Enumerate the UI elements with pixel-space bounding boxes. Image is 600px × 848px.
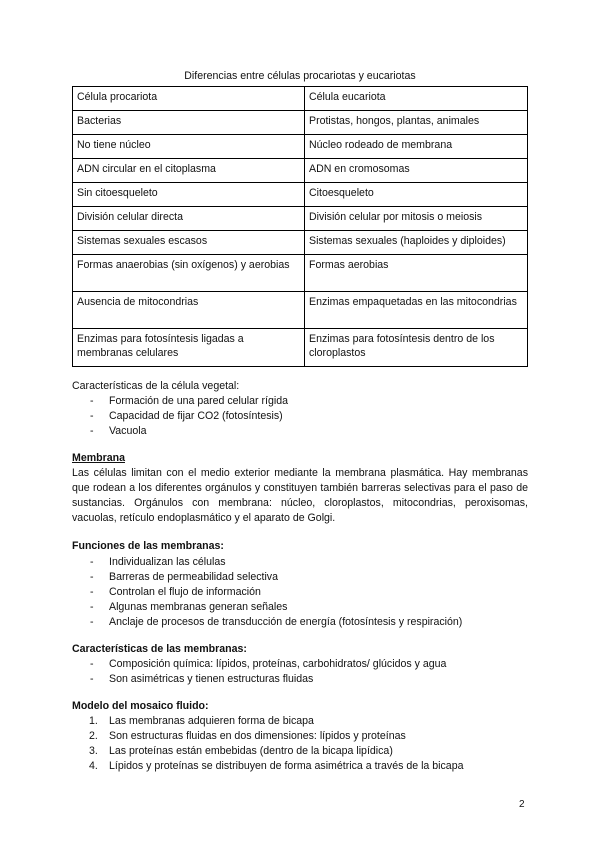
table-cell: Ausencia de mitocondrias [73, 292, 305, 329]
table-cell: Enzimas para fotosíntesis ligadas a membranas celulares [73, 329, 305, 367]
list-item: - Anclaje de procesos de transducción de energía (fotosíntesis y respiración) [90, 615, 528, 630]
funciones-list [72, 555, 528, 630]
table-row [73, 135, 528, 159]
list-text: Las proteínas están embebidas (dentro de la bicapa lipídica) [109, 745, 393, 758]
table-cell: Protistas, hongos, plantas, animales [305, 111, 528, 135]
list-item [89, 714, 528, 729]
mosaico-heading: Modelo del mosaico fluido: [72, 700, 209, 713]
table-row [73, 87, 528, 111]
mosaico-section [72, 699, 528, 774]
list-number: 2. [89, 730, 98, 743]
table-header-cell: Célula eucariota [305, 87, 528, 111]
table-cell: ADN en cromosomas [305, 159, 528, 183]
table-row [73, 111, 528, 135]
list-item [89, 744, 528, 759]
list-item: - Son asimétricas y tienen estructuras fluidas [90, 672, 528, 687]
table-title: Diferencias entre células procariotas y eucariotas [184, 70, 416, 82]
list-number: 4. [89, 760, 98, 773]
mosaico-list [72, 714, 528, 774]
table-cell: Núcleo rodeado de membrana [305, 135, 528, 159]
list-item: - Formación de una pared celular rígida [90, 394, 528, 409]
table-cell: Sin citoesqueleto [73, 183, 305, 207]
funciones-section [72, 539, 528, 629]
caracteristicas-section [72, 642, 528, 687]
membrana-paragraph: Las células limitan con el medio exterior mediante la membrana plasmática. Hay membranas que rodean a los diferentes orgánulos y constituyen también barreras selectivas para el paso de sustancias. Orgánulos con membrana: núcleo, cloroplastos, mitocondrias, peroxisomas, vacuolas, retículo endoplasmático y el aparato de Golgi. [72, 467, 528, 525]
list-text: Lípidos y proteínas se distribuyen de forma asimétrica a través de la bicapa [109, 760, 464, 773]
list-item: - Capacidad de fijar CO2 (fotosíntesis) [90, 409, 528, 424]
funciones-heading: Funciones de las membranas: [72, 540, 224, 553]
list-item [89, 759, 528, 774]
table-cell: Formas anaerobias (sin oxígenos) y aerobias [73, 255, 305, 292]
table-cell: División celular por mitosis o meiosis [305, 207, 528, 231]
document-page [72, 69, 528, 774]
table-row [73, 292, 528, 329]
list-item: - Individualizan las células [90, 555, 528, 570]
vegetal-section [72, 379, 528, 439]
table-row [73, 159, 528, 183]
list-item [89, 729, 528, 744]
table-cell: Bacterias [73, 111, 305, 135]
page-number: 2 [519, 799, 525, 810]
membrana-heading: Membrana [72, 452, 125, 465]
list-number: 1. [89, 715, 98, 728]
table-row [73, 207, 528, 231]
list-item: - Controlan el flujo de información [90, 585, 528, 600]
list-item: - Barreras de permeabilidad selectiva [90, 570, 528, 585]
table-row [73, 231, 528, 255]
table-cell: ADN circular en el citoplasma [73, 159, 305, 183]
table-row [73, 183, 528, 207]
table-cell: Sistemas sexuales (haploides y diploides) [305, 231, 528, 255]
list-number: 3. [89, 745, 98, 758]
list-text: Son estructuras fluidas en dos dimensiones: lípidos y proteínas [109, 730, 406, 743]
table-cell: División celular directa [73, 207, 305, 231]
list-item: - Vacuola [90, 424, 528, 439]
list-item: - Composición química: lípidos, proteínas, carbohidratos/ glúcidos y agua [90, 657, 528, 672]
table-cell: No tiene núcleo [73, 135, 305, 159]
table-cell: Citoesqueleto [305, 183, 528, 207]
table-row [73, 255, 528, 292]
membrana-section [72, 451, 528, 526]
list-text: Las membranas adquieren forma de bicapa [109, 715, 314, 728]
caracteristicas-heading: Características de las membranas: [72, 642, 247, 655]
table-cell: Enzimas para fotosíntesis dentro de los cloroplastos [305, 329, 528, 367]
vegetal-heading: Características de la célula vegetal: [72, 379, 240, 392]
table-row [73, 329, 528, 367]
table-cell: Sistemas sexuales escasos [73, 231, 305, 255]
list-item: - Algunas membranas generan señales [90, 600, 528, 615]
table-header-cell: Célula procariota [73, 87, 305, 111]
comparison-table [72, 86, 528, 367]
vegetal-list [72, 394, 528, 439]
table-cell: Formas aerobias [305, 255, 528, 292]
table-cell: Enzimas empaquetadas en las mitocondrias [305, 292, 528, 329]
caracteristicas-list [72, 657, 528, 687]
